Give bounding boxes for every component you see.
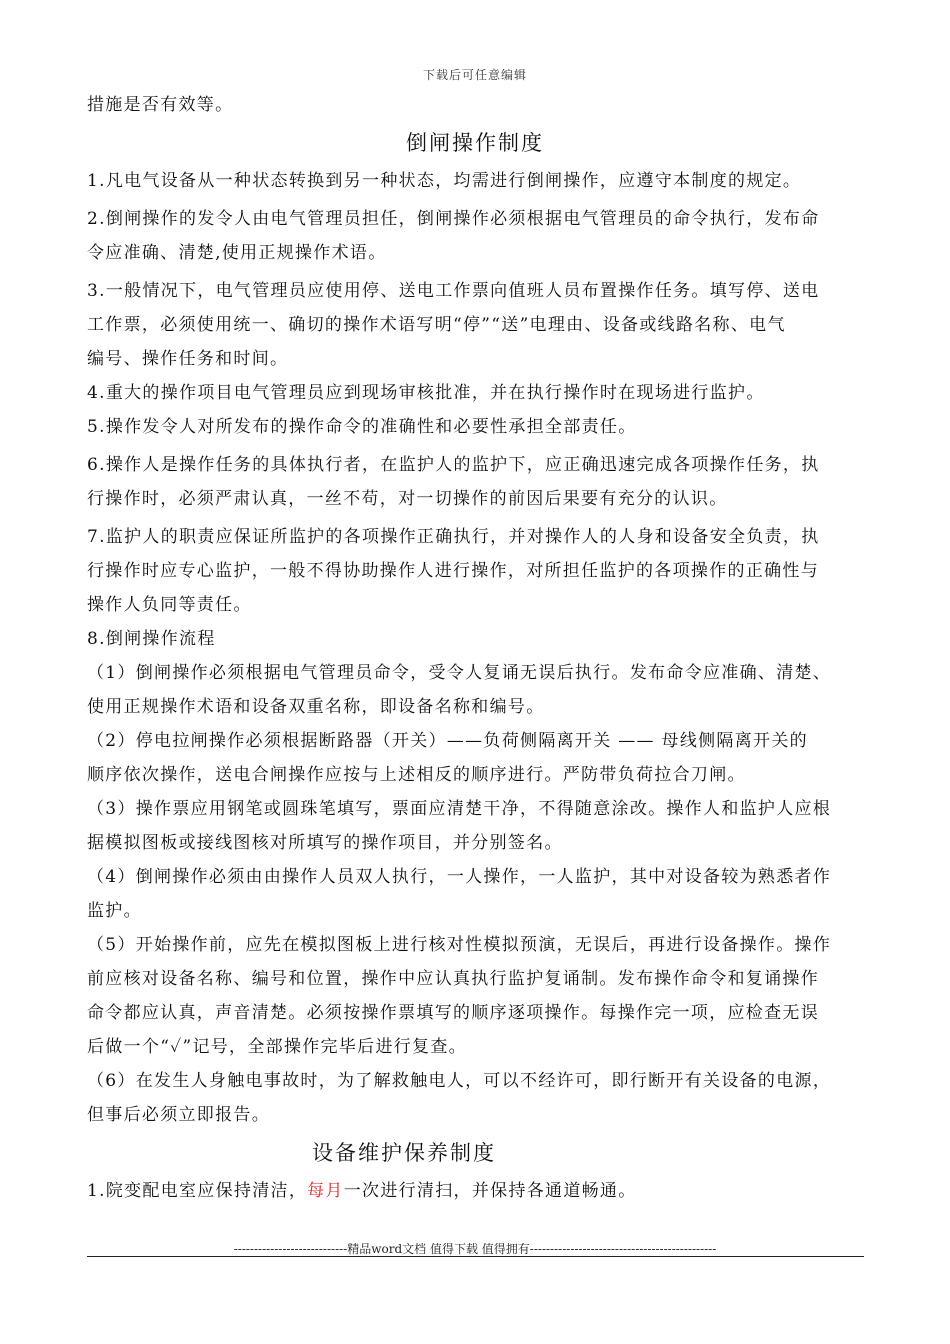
- paragraph-line: 8.倒闸操作流程: [87, 629, 216, 649]
- procedure-step-1: [87, 656, 863, 724]
- rule-item-2: [87, 202, 863, 270]
- section-title-maintenance: 设备维护保养制度: [312, 1141, 496, 1165]
- rule-item-8: [87, 622, 863, 656]
- paragraph-line: 但事后必须立即报告。: [87, 1105, 270, 1125]
- rule-item-6: [87, 448, 863, 516]
- paragraph-line: 使用正规操作术语和设备双重名称，即设备名称和编号。: [87, 697, 545, 717]
- paragraph-line: 工作票，必须使用统一、确切的操作术语写明“停”“送”电理由、设备或线路名称、电气: [87, 315, 786, 335]
- paragraph-line: 后做一个“✓”记号，全部操作完毕后进行复查。: [87, 1037, 467, 1057]
- paragraph-line: 6.操作人是操作任务的具体执行者，在监护人的监护下，应正确迅速完成各项操作任务，执: [87, 455, 820, 475]
- paragraph-line: 监护。: [87, 901, 142, 921]
- paragraph-line: 命令都应认真，声音清楚。必须按操作票填写的顺序逐项操作。每操作完一项，应检查无误: [87, 1003, 819, 1023]
- procedure-step-3: [87, 792, 863, 860]
- footer-divider: [87, 1256, 864, 1257]
- paragraph-line: 7.监护人的职责应保证所监护的各项操作正确执行，并对操作人的人身和设备安全负责，执: [87, 527, 820, 547]
- rule-item-4: [87, 376, 863, 410]
- paragraph-line: （4）倒闸操作必须由由操作人员双人执行，一人操作，一人监护，其中对设备较为熟悉者作: [87, 867, 832, 887]
- paragraph-line: 1.凡电气设备从一种状态转换到另一种状态，均需进行倒闸操作，应遵守本制度的规定。: [87, 171, 802, 191]
- page-header-note: 下载后可任意编辑: [422, 68, 527, 82]
- rule-item-7: [87, 520, 863, 622]
- paragraph-line: 前应核对设备名称、编号和位置，操作中应认真执行监护复诵制。发布操作命令和复诵操作: [87, 969, 819, 989]
- paragraph-line: 行操作时应专心监护，一般不得协助操作人进行操作，对所担任监护的各项操作的正确性与: [87, 561, 819, 581]
- section-title-switching-operation: 倒闸操作制度: [406, 131, 544, 155]
- intro-line: 措施是否有效等。: [87, 95, 234, 115]
- paragraph-line: （6）在发生人身触电事故时，为了解救触电人，可以不经许可，即行断开有关设备的电源，: [87, 1071, 832, 1091]
- maintenance-item-1: [87, 1174, 863, 1208]
- document-body: [87, 88, 863, 1208]
- highlighted-text: 每月: [307, 1181, 344, 1201]
- procedure-step-2: [87, 724, 863, 792]
- paragraph-line: 令应准确、清楚,使用正规操作术语。: [87, 243, 387, 263]
- paragraph-line: 行操作时，必须严肃认真，一丝不苟，对一切操作的前因后果要有充分的认识。: [87, 489, 728, 509]
- paragraph-line: 5.操作发令人对所发布的操作命令的准确性和必要性承担全部责任。: [87, 417, 637, 437]
- paragraph-line: 据模拟图板或接线图核对所填写的操作项目，并分别签名。: [87, 833, 563, 853]
- paragraph-line: 4.重大的操作项目电气管理员应到现场审核批准，并在执行操作时在现场进行监护。: [87, 383, 765, 403]
- procedure-step-6: [87, 1064, 863, 1132]
- procedure-step-5: [87, 928, 863, 1064]
- item-text: 一次进行清扫，并保持各通道畅通。: [343, 1181, 637, 1201]
- paragraph-line: 编号、操作任务和时间。: [87, 349, 289, 369]
- rule-item-1: [87, 164, 863, 198]
- paragraph-line: （2）停电拉闸操作必须根据断路器（开关）——负荷侧隔离开关 —— 母线侧隔离开关的: [87, 731, 808, 751]
- item-text: 1.院变配电室应保持清洁，: [87, 1181, 308, 1201]
- paragraph-line: 2.倒闸操作的发令人由电气管理员担任，倒闸操作必须根据电气管理员的命令执行，发布命: [87, 209, 820, 229]
- rule-item-5: [87, 410, 863, 444]
- paragraph-line: 操作人负同等责任。: [87, 595, 252, 615]
- paragraph-line: （5）开始操作前，应先在模拟图板上进行核对性模拟预演，无误后，再进行设备操作。操作: [87, 935, 832, 955]
- rule-item-3: [87, 274, 863, 376]
- procedure-step-4: [87, 860, 863, 928]
- paragraph-line: 顺序依次操作，送电合闸操作应按与上述相反的顺序进行。严防带负荷拉合刀闸。: [87, 765, 746, 785]
- page-footer-note: ----------------------------精品word文档 值得下载 值得拥有----------------------------------------------: [233, 1242, 717, 1256]
- paragraph-line: 3.一般情况下，电气管理员应使用停、送电工作票向值班人员布置操作任务。填写停、送电: [87, 281, 820, 301]
- paragraph-line: （1）倒闸操作必须根据电气管理员命令，受令人复诵无误后执行。发布命令应准确、清楚、: [87, 663, 832, 683]
- paragraph-line: （3）操作票应用钢笔或圆珠笔填写，票面应清楚干净，不得随意涂改。操作人和监护人应根: [87, 799, 832, 819]
